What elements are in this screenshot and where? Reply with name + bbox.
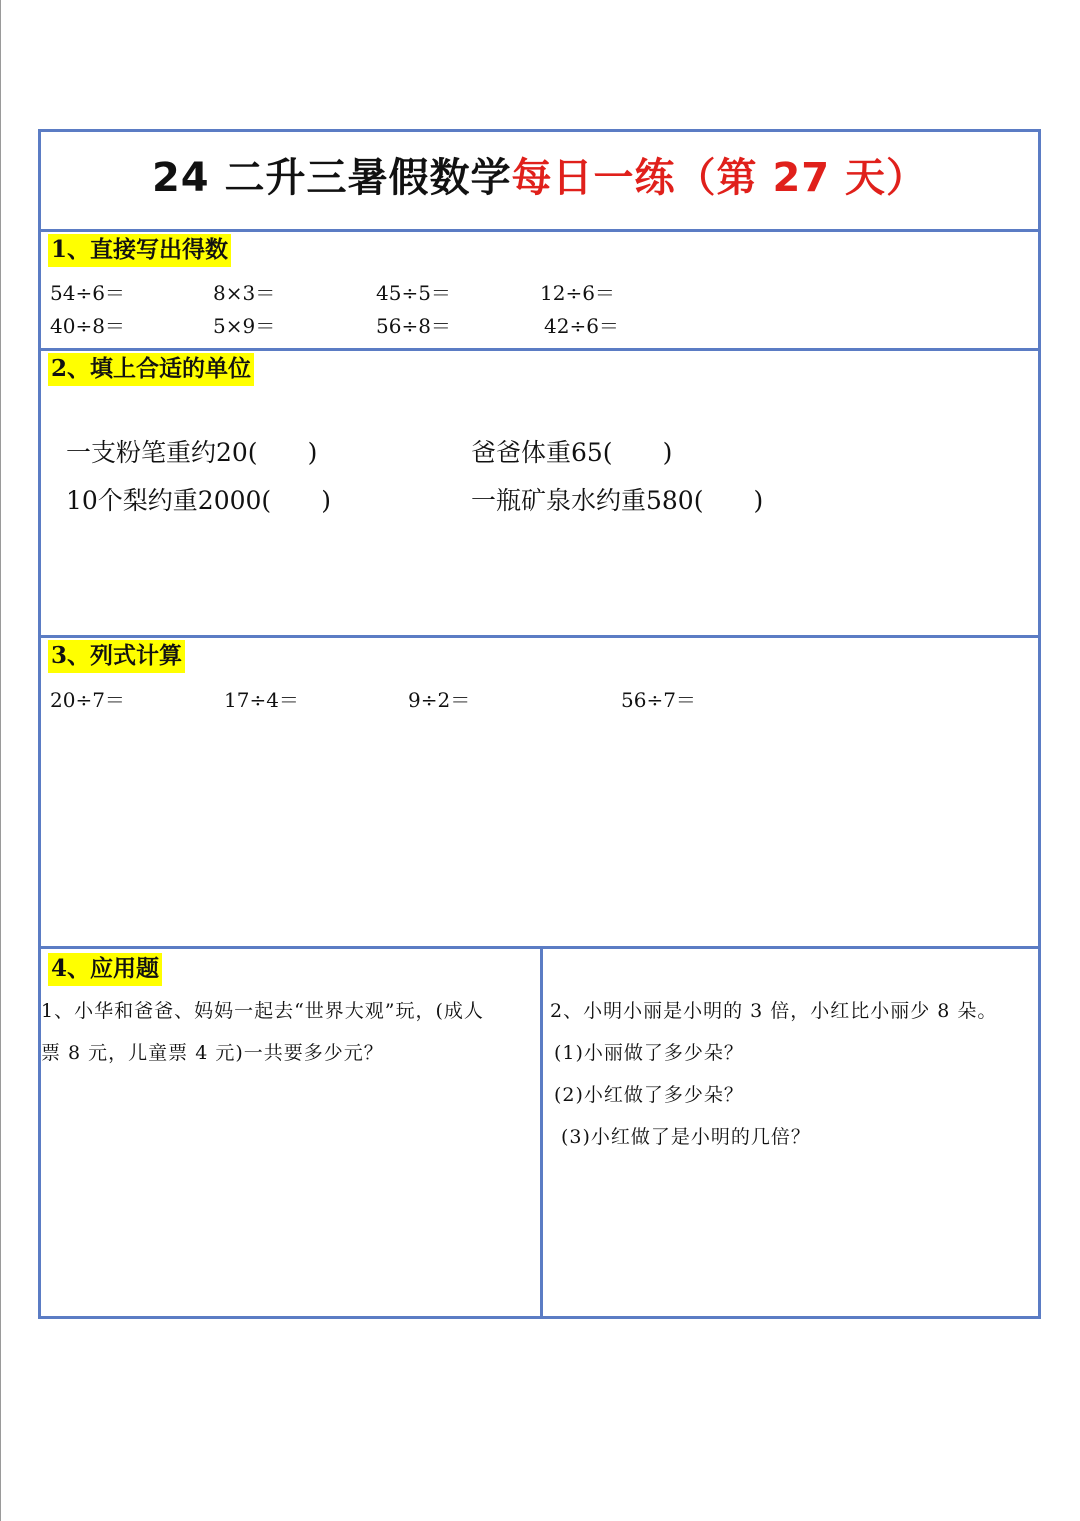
section-4-left — [41, 949, 540, 1319]
equation: 56÷8＝ — [376, 314, 451, 338]
word-problem-1-line-2: 票 8 元，儿童票 4 元)一共要多少元？ — [41, 1042, 384, 1064]
word-problem-2-question-2: (2)小红做了多少朵？ — [554, 1084, 744, 1106]
word-problem-1-line-1: 1、小华和爸爸、妈妈一起去“世界大观”玩，(成人 — [41, 1000, 484, 1022]
equation: 40÷8＝ — [50, 314, 125, 338]
word-problem-2-question-1: (1)小丽做了多少朵？ — [554, 1042, 744, 1064]
title-row — [41, 132, 1038, 232]
equation: 9÷2＝ — [408, 688, 471, 712]
equation: 12÷6＝ — [540, 281, 615, 305]
equation: 8×3＝ — [213, 281, 276, 305]
equation: 42÷6＝ — [544, 314, 619, 338]
unit-question: 一瓶矿泉水约重580( ) — [471, 486, 764, 515]
section-4-right — [543, 949, 1038, 1319]
word-problem-2-question-3: (3)小红做了是小明的几倍？ — [561, 1126, 811, 1148]
section-4-heading: 4、应用题 — [48, 953, 162, 986]
page-title — [41, 146, 1038, 203]
section-1-heading: 1、直接写出得数 — [48, 234, 231, 267]
title-red: 每日一练（第 27 天） — [511, 155, 928, 201]
section-3 — [41, 638, 1038, 949]
unit-question: 10个梨约重2000( ) — [66, 486, 331, 515]
equation: 45÷5＝ — [376, 281, 451, 305]
page-edge-line — [0, 0, 1, 1521]
equation: 20÷7＝ — [50, 688, 125, 712]
equation: 5×9＝ — [213, 314, 276, 338]
equation: 56÷7＝ — [621, 688, 696, 712]
section-2-heading: 2、填上合适的单位 — [48, 353, 254, 386]
equation: 17÷4＝ — [224, 688, 299, 712]
unit-question: 爸爸体重65( ) — [471, 438, 673, 467]
section-2 — [41, 351, 1038, 638]
section-1 — [41, 232, 1038, 351]
section-3-heading: 3、列式计算 — [48, 640, 185, 673]
equation: 54÷6＝ — [50, 281, 125, 305]
word-problem-2-line-1: 2、小明小丽是小明的 3 倍，小红比小丽少 8 朵。 — [550, 1000, 998, 1022]
title-black: 24 二升三暑假数学 — [151, 155, 512, 201]
unit-question: 一支粉笔重约20( ) — [66, 438, 318, 467]
worksheet — [38, 129, 1041, 1319]
